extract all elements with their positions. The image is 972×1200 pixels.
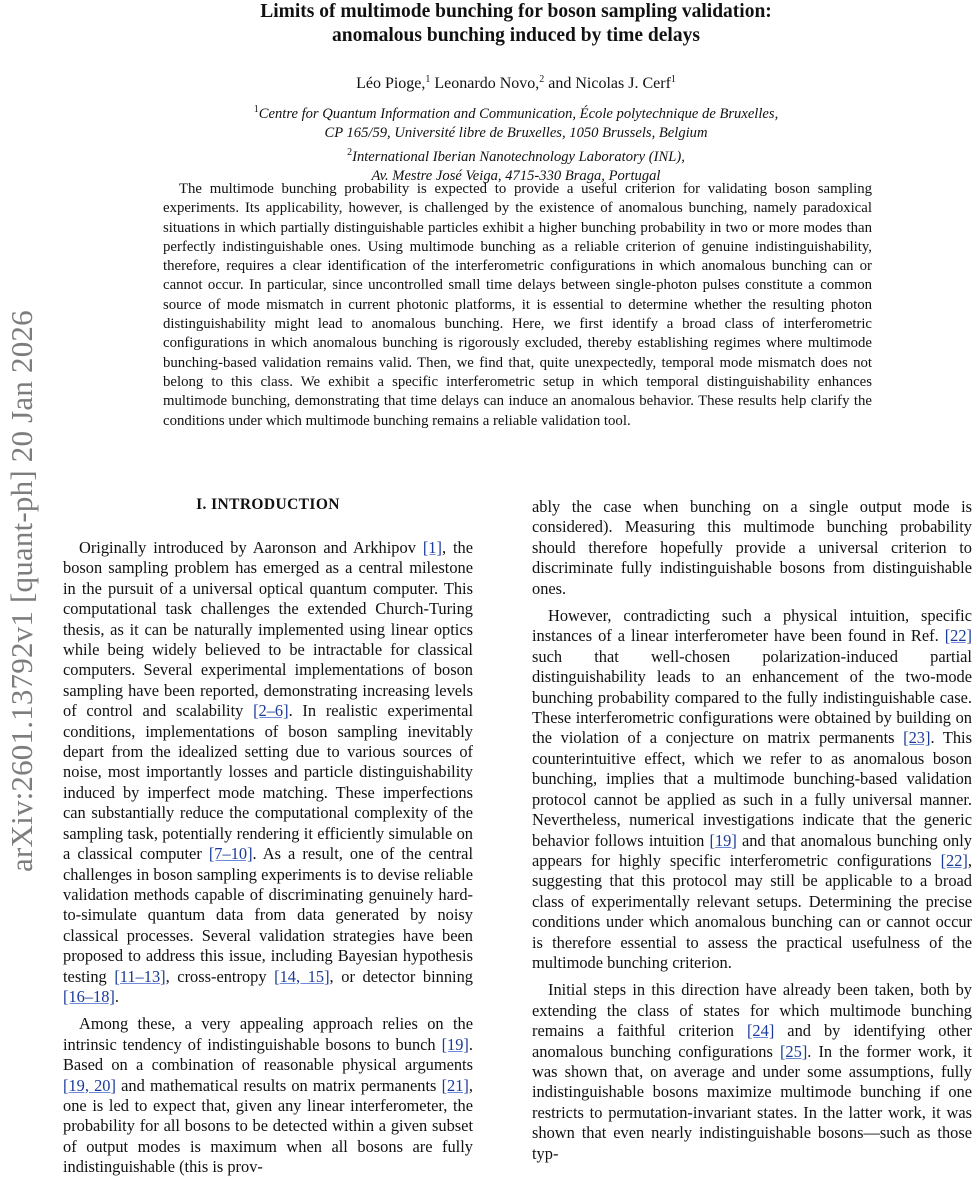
- text-run: Among these, a very appealing approach relies on the intrinsic tendency of indistinguishable bosons to bunch: [63, 1014, 473, 1054]
- author-2-affil: 2: [539, 74, 545, 85]
- affiliation-1-text: Centre for Quantum Information and Communication, École polytechnique de Bruxelles,: [258, 106, 779, 122]
- text-run: and mathematical results on matrix permanents: [115, 1075, 442, 1095]
- affiliation-1-marker: 1: [253, 104, 259, 115]
- text-run: Originally introduced by Aaronson and Arkhipov: [79, 538, 423, 557]
- paper-header: [120, 0, 912, 186]
- author-2: Leonardo Novo,: [434, 75, 540, 92]
- intro-paragraph-4: [532, 980, 972, 1164]
- author-1: Léo Pioge,: [356, 75, 426, 92]
- text-run: and that anomalous bunching only appears for highly specific interferometric configurations: [532, 830, 972, 870]
- section-heading-introduction: I. INTRODUCTION: [196, 496, 340, 513]
- affiliation-2-line-2: Av. Mestre José Veiga, 4715-330 Braga, Portugal: [371, 168, 661, 184]
- text-run: .: [114, 986, 120, 1006]
- text-run: , one is led to expect that, given any linear interferometer, the probability for all bosons to be detected within a given subset of output modes is maximum when all bosons are fully indistinguishable (this is prov-: [63, 1075, 473, 1177]
- author-1-affil: 1: [425, 74, 431, 85]
- citation-link[interactable]: [14, 15]: [274, 966, 330, 986]
- left-column: [63, 495, 473, 1178]
- citation-link[interactable]: [16–18]: [63, 986, 115, 1006]
- citation-link[interactable]: [7–10]: [208, 844, 253, 864]
- citation-link[interactable]: [21]: [441, 1075, 469, 1095]
- text-run: and by identifying other anomalous bunching configurations: [532, 1021, 972, 1061]
- affiliation-1-line-2: CP 165/59, Université libre de Bruxelles, 1050 Brussels, Belgium: [324, 125, 708, 141]
- citation-link[interactable]: [19]: [441, 1034, 469, 1054]
- intro-paragraph-continued: ably the case when bunching on a single output mode is considered). Measuring this multimode bunching probability should therefore hopefully provide a universal criterion to discriminate fully indistinguishable bosons from distinguishable ones.: [532, 497, 972, 598]
- text-run: . In the former work, it was shown that, on average and under some assumptions, fully indistinguishable bosons maximize multimode bunching if one restricts to permutation-invariant states. In the latter work, it was shown that even nearly indistinguishable bosons—such as those typ-: [532, 1041, 972, 1163]
- citation-link[interactable]: [23]: [903, 728, 931, 748]
- intro-paragraph-2: [63, 1014, 473, 1177]
- title-line-2: anomalous bunching induced by time delays: [332, 25, 700, 46]
- text-run: , suggesting that this protocol may still be applicable to a broad class of experimentally relevant setups. Determining the precise conditions under which anomalous bunching can or cannot occur is therefore essential to assess the practical usefulness of the multimode bunching criterion.: [532, 850, 972, 972]
- arxiv-identifier: arXiv:2601.13792v1 [quant-ph] 20 Jan 2026: [4, 310, 39, 872]
- abstract: The multimode bunching probability is expected to provide a useful criterion for validating boson sampling experiments. Its applicability, however, is challenged by the existence of anomalous bunching, namely paradoxical situations in which partially distinguishable particles exhibit a higher bunching probability in two or more modes than perfectly indistinguishable ones. Using multimode bunching as a reliable criterion of genuine indistinguishability, therefore, requires a clear identification of the interferometric configurations in which anomalous bunching can or cannot occur. In particular, since uncontrolled small time delays between single-photon pulses constitute a common source of mode mismatch in current photonic platforms, it is essential to determine whether the resulting photon distinguishability might lead to anomalous bunching. Here, we first identify a broad class of interferometric configurations in which anomalous bunching is rigorously excluded, thereby establishing regimes where multimode bunching-based validation remains valid. Then, we find that, quite unexpectedly, temporal mode mismatch does not belong to this class. We exhibit a specific interferometric setup in which temporal distinguishability enhances multimode bunching, demonstrating that time delays can induce an anomalous behavior. These results help clarify the conditions under which multimode bunching remains a reliable validation tool.: [163, 181, 872, 429]
- affiliation-1-line-1: [120, 100, 912, 124]
- intro-paragraph-1: [63, 538, 473, 1007]
- intro-paragraph-3: [532, 606, 972, 973]
- text-run: . As a result, one of the central challenges in boson sampling experiments is to devise reliable validation methods capable of discriminating genuinely hard-to-simulate quantum data from data generated by noisy classical processes. Several validation strategies have been proposed to address this issue, including Bayesian hypothesis testing: [63, 844, 474, 986]
- author-3-affil: 1: [670, 74, 676, 85]
- affiliation-2-marker: 2: [347, 147, 353, 158]
- text-run: . This counterintuitive effect, which we refer to as anomalous boson bunching, implies that a multimode bunching-based validation protocol cannot be applied as such in a fully universal manner. Nevertheless, numerical investigations indicate that the generic behavior follows intuition: [532, 728, 972, 850]
- citation-link[interactable]: [11–13]: [114, 966, 166, 986]
- paper-title: [120, 0, 912, 48]
- citation-link[interactable]: [22]: [940, 850, 968, 870]
- affiliation-2-text: International Iberian Nanotechnology Laboratory (INL),: [352, 149, 685, 165]
- citation-link[interactable]: [19, 20]: [63, 1075, 116, 1095]
- text-run: , cross-entropy: [165, 966, 275, 986]
- text-run: Initial steps in this direction have already been taken, both by extending the class of states for which multimode bunching remains a faithful criterion: [532, 980, 972, 1041]
- text-run: . Based on a combination of reasonable physical arguments: [63, 1034, 473, 1075]
- text-run: . In realistic experimental conditions, implementations of boson sampling inevitably depart from the idealized setting due to various sources of noise, most importantly losses and particle distinguishability induced by imperfect mode matching. These imperfections can substantially reduce the computational complexity of the sampling task, potentially rendering it efficiently simulable on a classical computer: [63, 701, 473, 864]
- text-run: , the boson sampling problem has emerged as a central milestone in the pursuit of a universal optical quantum computer. This computational task challenges the extended Church-Turing thesis, as it can be naturally implemented using linear optics while being widely believed to be intractable for classical computers. Several experimental implementations of boson sampling have been reported, demonstrating increasing levels of control and scalability: [63, 538, 473, 721]
- citation-link[interactable]: [22]: [944, 626, 972, 646]
- title-line-1: Limits of multimode bunching for boson sampling validation:: [260, 1, 772, 22]
- author-list: [120, 70, 912, 94]
- text-run: such that well-chosen polarization-induced partial distinguishability leads to an enhancement of the two-mode bunching probability compared to the fully indistinguishable case. These interferometric configurations were obtained by building on the violation of a conjecture on matrix permanents: [532, 646, 972, 748]
- affiliation-2-line-1: [120, 143, 912, 167]
- text-run: However, contradicting such a physical intuition, specific instances of a linear interferometer have been found in Ref.: [532, 606, 972, 646]
- citation-link[interactable]: [24]: [746, 1021, 775, 1041]
- affiliations: [120, 100, 912, 186]
- author-3: and Nicolas J. Cerf: [548, 75, 671, 92]
- citation-link[interactable]: [19]: [709, 830, 737, 850]
- citation-link[interactable]: [2–6]: [253, 701, 289, 721]
- citation-link[interactable]: [25]: [779, 1041, 808, 1061]
- text-run: , or detector binning: [329, 966, 473, 986]
- citation-link[interactable]: [1]: [422, 538, 442, 557]
- right-column: [532, 497, 972, 1164]
